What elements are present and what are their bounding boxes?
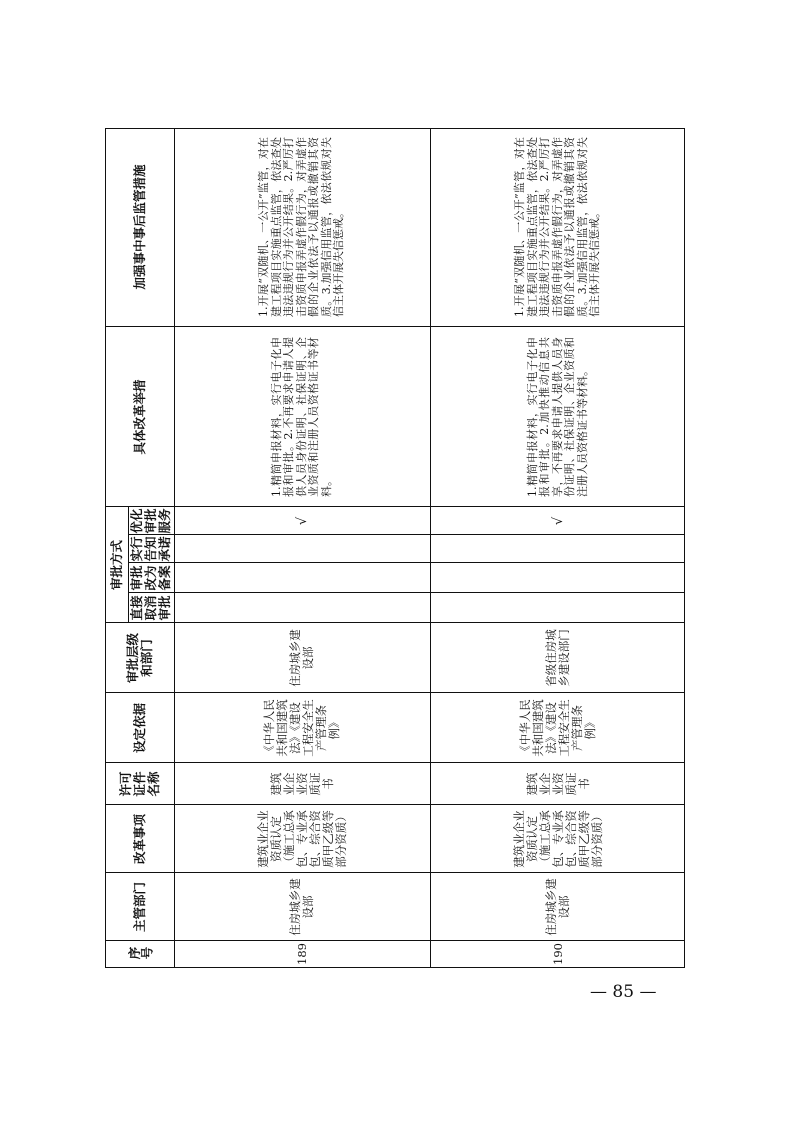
row-190-optimize-check: √ bbox=[550, 516, 566, 526]
row-189-item: 建筑业企业资质认定（施工总承包、专业承包、综合资质甲乙级等部分资质） bbox=[255, 810, 348, 868]
header-filing: 审批改为备案 bbox=[129, 565, 172, 591]
header-level: 审批层级和部门 bbox=[125, 632, 154, 683]
row-189-basis: 《中华人民共和国建筑法》《建设工程安全生产管理条例》 bbox=[262, 699, 341, 757]
row-190-basis: 《中华人民共和国建筑法》《建设工程安全生产管理条例》 bbox=[518, 699, 597, 757]
row-189-cancel bbox=[174, 593, 430, 623]
page-number: — 85 — bbox=[590, 982, 657, 1002]
row-190-cancel bbox=[430, 593, 685, 623]
row-189-dept: 住房城乡建设部 bbox=[288, 878, 315, 936]
header-cancel: 直接取消审批 bbox=[129, 595, 172, 621]
row-190-permit: 建筑业企业资质证书 bbox=[524, 772, 591, 796]
row-189-level: 住房城乡建设部 bbox=[288, 629, 315, 687]
row-189-optimize-check: √ bbox=[294, 516, 310, 526]
row-190-seq: 190 bbox=[550, 943, 565, 965]
row-189-permit: 建筑业企业资质证书 bbox=[268, 772, 335, 796]
row-190-measures: 1.精简申报材料，实行电子化申报和审批。2.加快推动信息共享，不再要求申请人提供人员身份证明、社保证明、企业资质和注册人员资格证书等材料。 bbox=[525, 337, 589, 497]
row-189-seq: 189 bbox=[294, 943, 309, 965]
row-190-filing bbox=[430, 563, 685, 593]
row-190-level: 省级住房城乡建设部门 bbox=[544, 629, 571, 687]
row-189-filing bbox=[174, 563, 430, 593]
row-189-measures: 1.精简申报材料，实行电子化申报和审批。2.不再要求申请人提供人员身份证明、社保证明、企业资质和注册人员资格证书等材料。 bbox=[269, 337, 333, 497]
header-permit: 许可证件名称 bbox=[118, 771, 161, 797]
row-189-notify bbox=[174, 535, 430, 563]
reform-table bbox=[105, 128, 685, 968]
header-item: 改革事项 bbox=[132, 814, 147, 865]
header-seq: 序号 bbox=[127, 946, 153, 961]
header-notify: 实行告知承诺 bbox=[129, 536, 172, 562]
row-189-supervision: 1.开展“双随机、一公开”监管，对在建工程项目实施重点监管，依法查处违法违规行为并公开结果。2.严厉打击资质申报弄虚作假行为，对弄虚作假的企业依法予以通报或撤销其资质。3.加强信用监管，依法依规对失信主体开展失信惩戒。 bbox=[257, 137, 346, 317]
header-measures: 具体改革举措 bbox=[132, 379, 147, 455]
header-basis: 设定依据 bbox=[132, 703, 147, 754]
header-dept: 主管部门 bbox=[132, 882, 147, 933]
header-approval-mode: 审批方式 bbox=[109, 540, 124, 591]
rotated-table-area bbox=[105, 128, 685, 968]
header-supervision: 加强事中事后监管措施 bbox=[132, 164, 147, 290]
row-190-notify bbox=[430, 535, 685, 563]
row-190-dept: 住房城乡建设部 bbox=[544, 878, 571, 936]
header-optimize: 优化审批服务 bbox=[129, 508, 172, 534]
row-190-item: 建筑业企业资质认定（施工总承包、专业承包、综合资质甲乙级等部分资质） bbox=[511, 810, 604, 868]
row-190-supervision: 1.开展“双随机、一公开”监管，对在建工程项目实施重点监管，依法查处违法违规行为并公开结果。2.严厉打击资质申报弄虚作假行为，对弄虚作假的企业依法予以通报或撤销其资质。3.加强信用监管，依法依规对失信主体开展失信惩戒。 bbox=[513, 137, 602, 317]
